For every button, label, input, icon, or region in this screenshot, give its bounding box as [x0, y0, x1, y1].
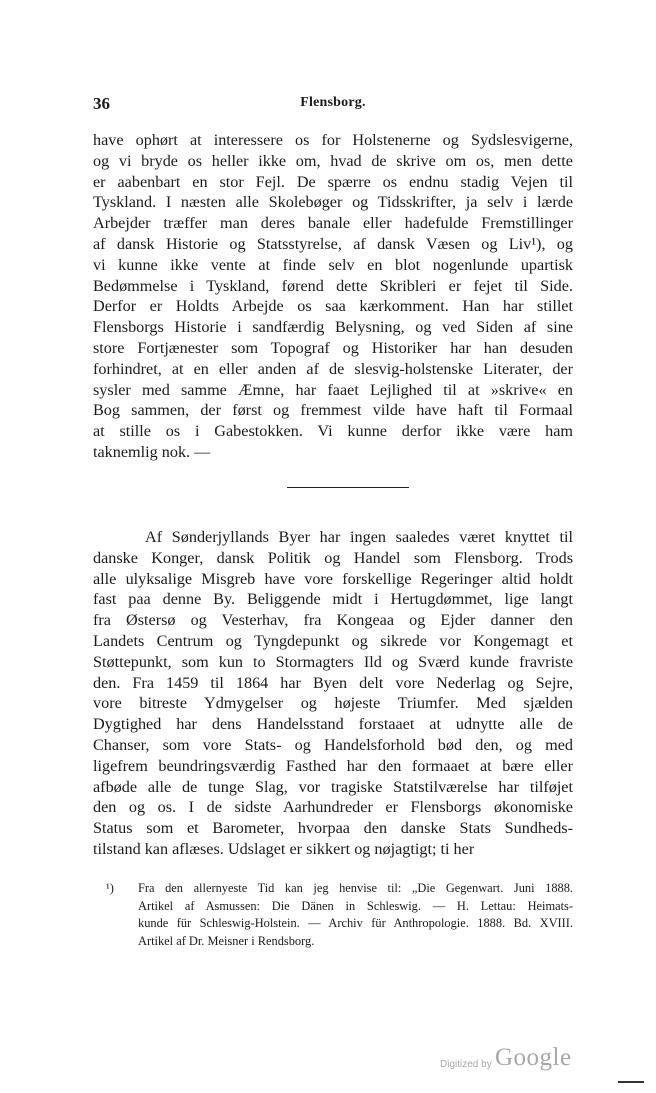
text-line: Bog sammen, der først og fremmest vilde have haft til Formaal — [93, 401, 573, 420]
text-line: vore bitreste Ydmygelser og højeste Triumfer. Med sjælden — [93, 694, 573, 713]
text-line: fra Østersø og Vesterhav, fra Kongeaa og Ejder danner den — [93, 611, 573, 630]
text-line: Flensborgs Historie i sandfærdig Belysning, og ved Siden af sine — [93, 318, 573, 337]
text-line: forhindret, at en eller anden af de slesvig-holstenske Literater, der — [93, 359, 573, 378]
text-line: er aabenbart en stor Fejl. De spærre os endnu stadig Vejen til — [93, 172, 573, 191]
text-line: den og os. I de sidste Aarhundreder er Flensborgs økonomiske — [93, 798, 573, 817]
footnote-line: kunde für Schleswig-Holstein. — Archiv für Anthropologie. 1888. Bd. XVIII. — [138, 916, 573, 930]
text-line: Chanser, som vore Stats- og Handelsforhold bød den, og med — [93, 735, 573, 754]
text-line: store Fortjænester som Topograf og Historiker har han desuden — [93, 338, 573, 357]
footnote-text: Fra den allernyeste Tid kan jeg henvise til: „Die Gegenwart. Juni 1888. — [138, 881, 573, 895]
digitized-by-google-watermark — [440, 1044, 580, 1074]
footnote-line: Artikel af Dr. Meisner i Rendsborg. — [138, 933, 315, 948]
text-line: Tyskland. I næsten alle Skolebøger og Tidsskrifter, ja selv i lærde — [93, 193, 573, 212]
text-line: at stille os i Gabestokken. Vi kunne derfor ikke være ham — [93, 422, 573, 441]
section-divider — [287, 487, 409, 488]
paragraph-2 — [93, 527, 573, 860]
text-line: danske Konger, dansk Politik og Handel som Flensborg. Trods — [93, 548, 573, 567]
footnote-line: Artikel af Asmussen: Die Dänen in Schleswig. — H. Lettau: Heimats- — [138, 898, 573, 913]
text-line: tilstand kan aflæses. Udslaget er sikkert og nøjagtigt; ti her — [93, 839, 475, 858]
text-line: Derfor er Holdts Arbejde os saa kærkomment. Han har stillet — [93, 297, 573, 316]
text-line: den. Fra 1459 til 1864 har Byen delt vore Nederlag og Sejre, — [93, 673, 573, 692]
google-logo: Google — [495, 1044, 572, 1071]
text-line: taknemlig nok. — — [93, 442, 211, 461]
footnote-marker: ¹) — [106, 881, 114, 895]
text-line: Af Sønderjyllands Byer har ingen saaledes været knyttet til — [145, 528, 573, 546]
page-header — [93, 94, 573, 116]
page-number: 36 — [93, 94, 110, 113]
text-line: og vi bryde os heller ikke om, hvad de skrive om os, men dette — [93, 151, 573, 170]
watermark-prefix: Digitized by — [440, 1059, 492, 1070]
text-line: Dygtighed har dens Handelsstand forstaaet at udnytte alle de — [93, 715, 573, 734]
running-title: Flensborg. — [300, 95, 366, 110]
text-line: have ophørt at interessere os for Holstenerne og Sydslesvigerne, — [93, 131, 573, 149]
text-line: vi kunne ikke vente at finde selv en blot nogenlunde upartisk — [93, 255, 573, 274]
footnote-line — [106, 880, 573, 898]
text-line: sysler med samme Æmne, har faaet Lejlighed til at »skrive« en — [93, 380, 573, 399]
footnote — [106, 880, 573, 950]
text-line: Støttepunkt, som kun to Stormagters Ild og Sværd kunde fravriste — [93, 652, 573, 671]
text-line: afbøde alle de tunge Slag, vor tragiske Statstilværelse har tilføjet — [93, 777, 573, 796]
text-line: Status som et Barometer, hvorpaa den danske Stats Sundheds- — [93, 819, 573, 838]
text-line: fast paa denne By. Beliggende midt i Hertugdømmet, lige langt — [93, 590, 573, 609]
text-line: Arbejder træffer man deres banale eller hadefulde Fremstillinger — [93, 214, 573, 233]
scan-edge-mark — [618, 1081, 644, 1083]
text-line: ligefrem beundringsværdig Fasthed har den formaaet at bære eller — [93, 756, 573, 775]
paragraph-1 — [93, 130, 573, 463]
text-line: Landets Centrum og Tyngdepunkt og sikrede vor Kongemagt et — [93, 631, 573, 650]
text-line: alle ulyksalige Misgreb have vore forskellige Regeringer altid holdt — [93, 569, 573, 588]
text-line: af dansk Historie og Statsstyrelse, af dansk Væsen og Liv¹), og — [93, 234, 573, 253]
text-line: Bedømmelse i Tyskland, førend dette Skribleri er fejet til Side. — [93, 276, 573, 295]
